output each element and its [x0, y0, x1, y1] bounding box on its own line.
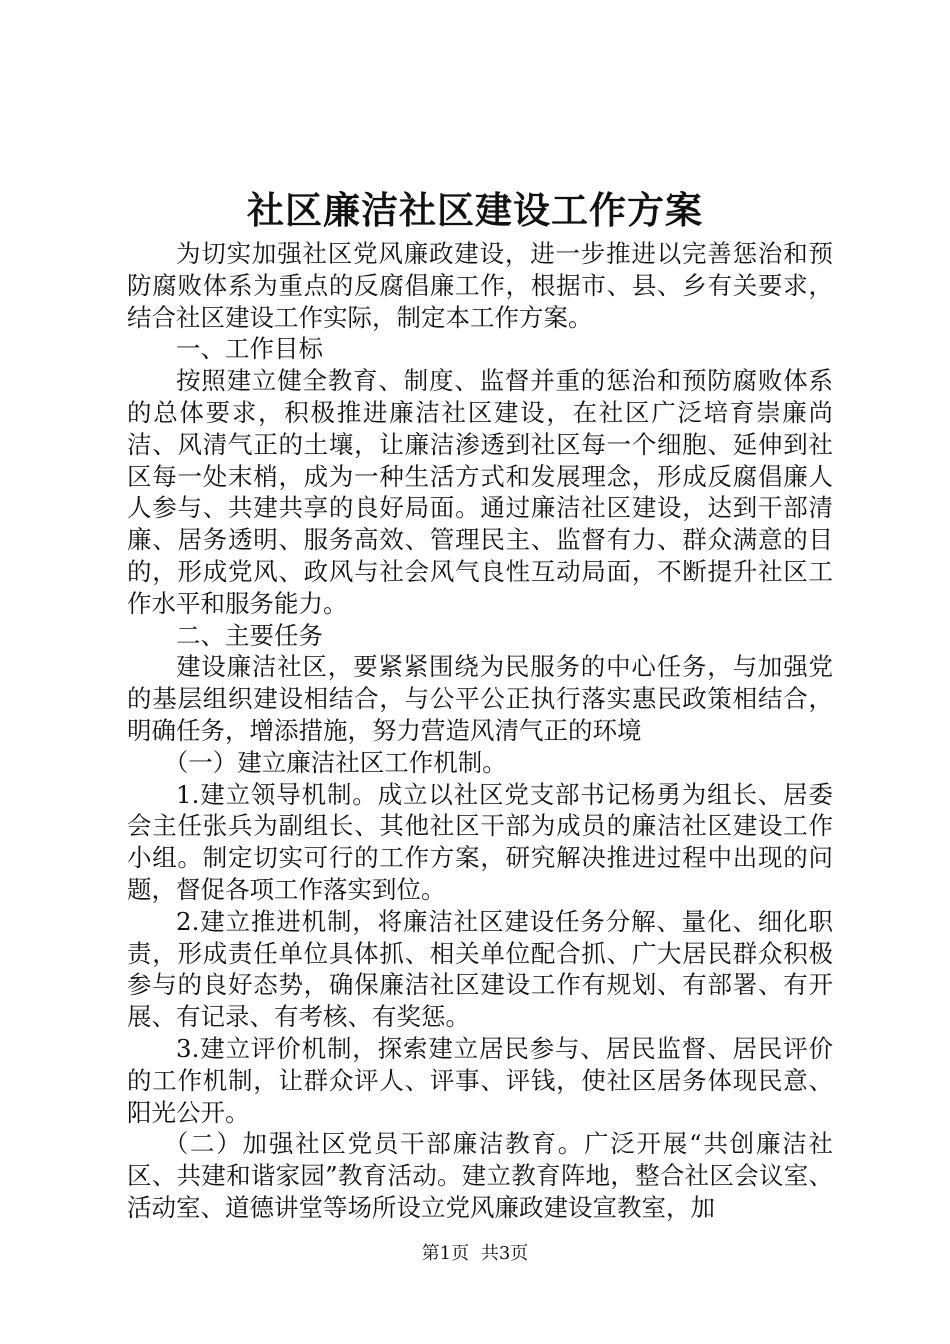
paragraph-leadership: 1.建立领导机制。成立以社区党支部书记杨勇为组长、居委会主任张兵为副组长、其他社区干部为成员的廉洁社区建设工作小组。制定切实可行的工作方案，研究解决推进过程中出现的问题，督促各项工作落实到位。: [127, 779, 833, 904]
page-total: 共3页: [480, 1243, 529, 1264]
paragraph-evaluation: 3.建立评价机制，探索建立居民参与、居民监督、居民评价的工作机制，让群众评人、评事、评钱，使社区居务体现民意、阳光公开。: [127, 1033, 833, 1127]
subsection-heading-education: （二）加强社区党员干部廉洁教育。广泛开展“共创廉洁社区、共建和谐家园”教育活动。建立教育阵地，整合社区会议室、活动室、道德讲堂等场所设立党风廉政建设宣教室，加: [127, 1129, 833, 1222]
section-heading-goals: 一、工作目标: [176, 334, 323, 364]
paragraph-promotion: 2.建立推进机制，将廉洁社区建设任务分解、量化、细化职责，形成责任单位具体抓、相关单位配合抓、广大居民群众积极参与的良好态势，确保廉洁社区建设工作有规划、有部署、有开展、有记录、有考核、有奖惩。: [127, 906, 833, 1032]
document-title: 社区廉洁社区建设工作方案: [247, 188, 703, 232]
paragraph-tasks: 建设廉洁社区，要紧紧围绕为民服务的中心任务，与加强党的基层组织建设相结合，与公平公正执行落实惠民政策相结合，明确任务，增添措施，努力营造风清气正的环境: [127, 652, 833, 745]
paragraph-goals: 按照建立健全教育、制度、监督并重的惩治和预防腐败体系的总体要求，积极推进廉洁社区建设，在社区广泛培育崇廉尚洁、风清气正的土壤，让廉洁渗透到社区每一个细胞、延伸到社区每一处末梢，成为一种生活方式和发展理念，形成反腐倡廉人人参与、共建共享的良好局面。通过廉洁社区建设，达到干部清廉、居务透明、服务高效、管理民主、监督有力、群众满意的目的，形成党风、政风与社会风气良性互动局面，不断提升社区工作水平和服务能力。: [127, 366, 833, 618]
paragraph-intro: 为切实加强社区党风廉政建设，进一步推进以完善惩治和预防腐败体系为重点的反腐倡廉工作，根据市、县、乡有关要求，结合社区建设工作实际，制定本工作方案。: [127, 239, 833, 332]
section-heading-tasks: 二、主要任务: [176, 620, 323, 650]
subsection-heading-mechanism: （一）建立廉洁社区工作机制。: [163, 747, 507, 777]
page-number: 第1页: [421, 1243, 470, 1264]
page-footer: [0, 1242, 950, 1266]
document-body: [127, 238, 833, 1224]
